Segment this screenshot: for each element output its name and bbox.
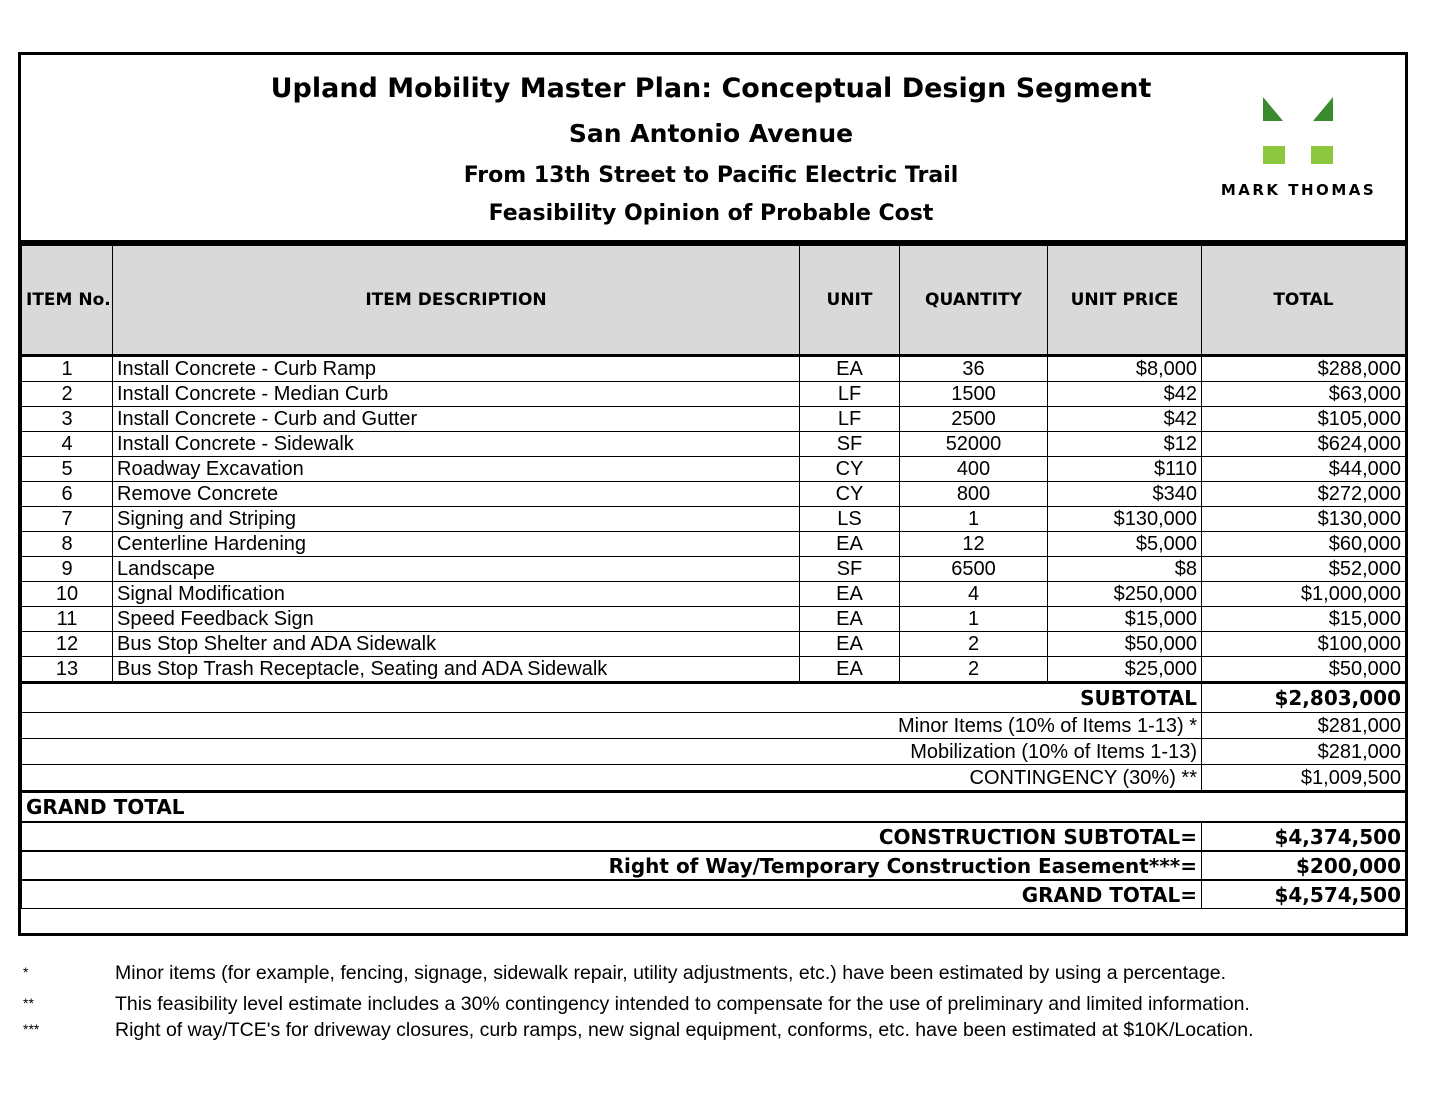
item-description-cell: Remove Concrete xyxy=(113,482,800,507)
item-no-cell: 7 xyxy=(22,507,113,532)
segment-limits: From 13th Street to Pacific Electric Trail xyxy=(463,163,959,188)
item-description-cell: Speed Feedback Sign xyxy=(113,607,800,632)
item-description-cell: Signal Modification xyxy=(113,582,800,607)
table-row xyxy=(22,507,1406,532)
item-total-cell: $52,000 xyxy=(1202,557,1406,582)
item-unit-price-cell: $110 xyxy=(1048,457,1202,482)
item-unit-price-cell: $50,000 xyxy=(1048,632,1202,657)
sheet-header xyxy=(21,55,1405,243)
item-total-cell: $1,000,000 xyxy=(1202,582,1406,607)
item-unit-cell: CY xyxy=(800,457,900,482)
item-unit-price-cell: $15,000 xyxy=(1048,607,1202,632)
table-row xyxy=(22,432,1406,457)
item-quantity-cell: 400 xyxy=(900,457,1048,482)
item-description-cell: Install Concrete - Curb and Gutter xyxy=(113,407,800,432)
item-unit-cell: SF xyxy=(800,432,900,457)
table-row xyxy=(22,632,1406,657)
construction-subtotal-value: $4,374,500 xyxy=(1202,822,1406,851)
footnote-text: Minor items (for example, fencing, signage, sidewalk repair, utility adjustments, etc.) have been estimated by using a percentage. xyxy=(115,962,1226,984)
item-description-cell: Install Concrete - Sidewalk xyxy=(113,432,800,457)
table-header-row xyxy=(22,245,1406,356)
item-quantity-cell: 1500 xyxy=(900,382,1048,407)
mobilization-value: $281,000 xyxy=(1202,739,1406,765)
item-unit-price-cell: $25,000 xyxy=(1048,657,1202,683)
cost-table xyxy=(21,243,1406,909)
item-total-cell: $44,000 xyxy=(1202,457,1406,482)
mobilization-label: Mobilization (10% of Items 1-13) xyxy=(22,739,1202,765)
item-total-cell: $50,000 xyxy=(1202,657,1406,683)
item-no-cell: 6 xyxy=(22,482,113,507)
item-no-cell: 8 xyxy=(22,532,113,557)
item-total-cell: $288,000 xyxy=(1202,356,1406,382)
table-row xyxy=(22,582,1406,607)
item-unit-price-cell: $340 xyxy=(1048,482,1202,507)
table-row xyxy=(22,407,1406,432)
col-description: ITEM DESCRIPTION xyxy=(113,245,800,356)
contingency-value: $1,009,500 xyxy=(1202,765,1406,792)
footnote-mark: ** xyxy=(23,995,34,1011)
col-unit-price: UNIT PRICE xyxy=(1048,245,1202,356)
item-quantity-cell: 1 xyxy=(900,607,1048,632)
item-no-cell: 10 xyxy=(22,582,113,607)
page-subtitle: Feasibility Opinion of Probable Cost xyxy=(488,201,934,226)
minor-items-row xyxy=(22,713,1406,739)
minor-items-label: Minor Items (10% of Items 1-13) * xyxy=(22,713,1202,739)
table-row xyxy=(22,557,1406,582)
col-unit: UNIT xyxy=(800,245,900,356)
item-unit-cell: CY xyxy=(800,482,900,507)
item-description-cell: Landscape xyxy=(113,557,800,582)
item-unit-cell: EA xyxy=(800,582,900,607)
right-of-way-value: $200,000 xyxy=(1202,851,1406,880)
footnote-mark: *** xyxy=(23,1021,40,1037)
cost-estimate-sheet xyxy=(18,52,1408,936)
grand-total-heading: GRAND TOTAL xyxy=(22,792,1406,823)
logo-right-square xyxy=(1311,146,1333,164)
footnote-text: Right of way/TCE's for driveway closures, curb ramps, new signal equipment, conforms, etc. have been estimated at $10K/Location. xyxy=(115,1019,1254,1041)
table-row xyxy=(22,382,1406,407)
right-of-way-label: Right of Way/Temporary Construction Easement***= xyxy=(22,851,1202,880)
item-quantity-cell: 52000 xyxy=(900,432,1048,457)
item-quantity-cell: 36 xyxy=(900,356,1048,382)
item-unit-price-cell: $8,000 xyxy=(1048,356,1202,382)
item-unit-cell: LF xyxy=(800,407,900,432)
item-unit-cell: EA xyxy=(800,356,900,382)
item-quantity-cell: 800 xyxy=(900,482,1048,507)
item-total-cell: $105,000 xyxy=(1202,407,1406,432)
item-no-cell: 4 xyxy=(22,432,113,457)
item-unit-price-cell: $130,000 xyxy=(1048,507,1202,532)
item-rows xyxy=(22,356,1406,683)
logo-left-chevron xyxy=(1263,97,1283,121)
item-no-cell: 11 xyxy=(22,607,113,632)
item-no-cell: 5 xyxy=(22,457,113,482)
col-total: TOTAL xyxy=(1202,245,1406,356)
grand-total-value: $4,574,500 xyxy=(1202,880,1406,909)
subtotal-row xyxy=(22,683,1406,713)
page-title: Upland Mobility Master Plan: Conceptual Design Segment xyxy=(270,73,1152,104)
item-quantity-cell: 12 xyxy=(900,532,1048,557)
item-quantity-cell: 2500 xyxy=(900,407,1048,432)
item-unit-cell: EA xyxy=(800,657,900,683)
item-quantity-cell: 1 xyxy=(900,507,1048,532)
contingency-label: CONTINGENCY (30%) ** xyxy=(22,765,1202,792)
item-unit-cell: EA xyxy=(800,632,900,657)
item-quantity-cell: 6500 xyxy=(900,557,1048,582)
grand-total-row xyxy=(22,880,1406,909)
item-total-cell: $272,000 xyxy=(1202,482,1406,507)
item-no-cell: 3 xyxy=(22,407,113,432)
item-description-cell: Bus Stop Shelter and ADA Sidewalk xyxy=(113,632,800,657)
item-total-cell: $63,000 xyxy=(1202,382,1406,407)
logo-text: MARK THOMAS xyxy=(1220,181,1377,199)
col-quantity: QUANTITY xyxy=(900,245,1048,356)
item-unit-price-cell: $8 xyxy=(1048,557,1202,582)
table-row xyxy=(22,356,1406,382)
subtotal-value: $2,803,000 xyxy=(1202,683,1406,713)
item-unit-cell: EA xyxy=(800,607,900,632)
table-row xyxy=(22,532,1406,557)
item-no-cell: 9 xyxy=(22,557,113,582)
grand-total-label: GRAND TOTAL= xyxy=(22,880,1202,909)
table-row xyxy=(22,482,1406,507)
item-quantity-cell: 4 xyxy=(900,582,1048,607)
item-total-cell: $60,000 xyxy=(1202,532,1406,557)
item-description-cell: Signing and Striping xyxy=(113,507,800,532)
item-unit-price-cell: $12 xyxy=(1048,432,1202,457)
item-description-cell: Centerline Hardening xyxy=(113,532,800,557)
subtotal-label: SUBTOTAL xyxy=(22,683,1202,713)
item-unit-price-cell: $250,000 xyxy=(1048,582,1202,607)
construction-subtotal-label: CONSTRUCTION SUBTOTAL= xyxy=(22,822,1202,851)
item-unit-price-cell: $42 xyxy=(1048,407,1202,432)
col-item-no: ITEM No. xyxy=(22,245,113,356)
item-quantity-cell: 2 xyxy=(900,632,1048,657)
item-total-cell: $624,000 xyxy=(1202,432,1406,457)
item-quantity-cell: 2 xyxy=(900,657,1048,683)
footnote-mark: * xyxy=(23,964,29,980)
table-row xyxy=(22,657,1406,683)
item-unit-cell: LS xyxy=(800,507,900,532)
segment-name: San Antonio Avenue xyxy=(568,119,854,148)
item-no-cell: 1 xyxy=(22,356,113,382)
item-description-cell: Install Concrete - Curb Ramp xyxy=(113,356,800,382)
grand-total-heading-row xyxy=(22,792,1406,823)
item-no-cell: 2 xyxy=(22,382,113,407)
logo-right-chevron xyxy=(1313,97,1333,121)
contingency-row xyxy=(22,765,1406,792)
item-description-cell: Install Concrete - Median Curb xyxy=(113,382,800,407)
item-unit-cell: SF xyxy=(800,557,900,582)
item-unit-cell: EA xyxy=(800,532,900,557)
table-row xyxy=(22,607,1406,632)
item-unit-price-cell: $5,000 xyxy=(1048,532,1202,557)
item-no-cell: 13 xyxy=(22,657,113,683)
item-unit-cell: LF xyxy=(800,382,900,407)
item-total-cell: $100,000 xyxy=(1202,632,1406,657)
construction-subtotal-row xyxy=(22,822,1406,851)
item-total-cell: $15,000 xyxy=(1202,607,1406,632)
minor-items-value: $281,000 xyxy=(1202,713,1406,739)
footnote-text: This feasibility level estimate includes a 30% contingency intended to compensate for the use of preliminary and limited information. xyxy=(115,993,1250,1015)
table-row xyxy=(22,457,1406,482)
item-unit-price-cell: $42 xyxy=(1048,382,1202,407)
item-description-cell: Roadway Excavation xyxy=(113,457,800,482)
item-total-cell: $130,000 xyxy=(1202,507,1406,532)
item-description-cell: Bus Stop Trash Receptacle, Seating and ADA Sidewalk xyxy=(113,657,800,683)
item-no-cell: 12 xyxy=(22,632,113,657)
right-of-way-row xyxy=(22,851,1406,880)
mobilization-row xyxy=(22,739,1406,765)
logo-left-square xyxy=(1263,146,1285,164)
